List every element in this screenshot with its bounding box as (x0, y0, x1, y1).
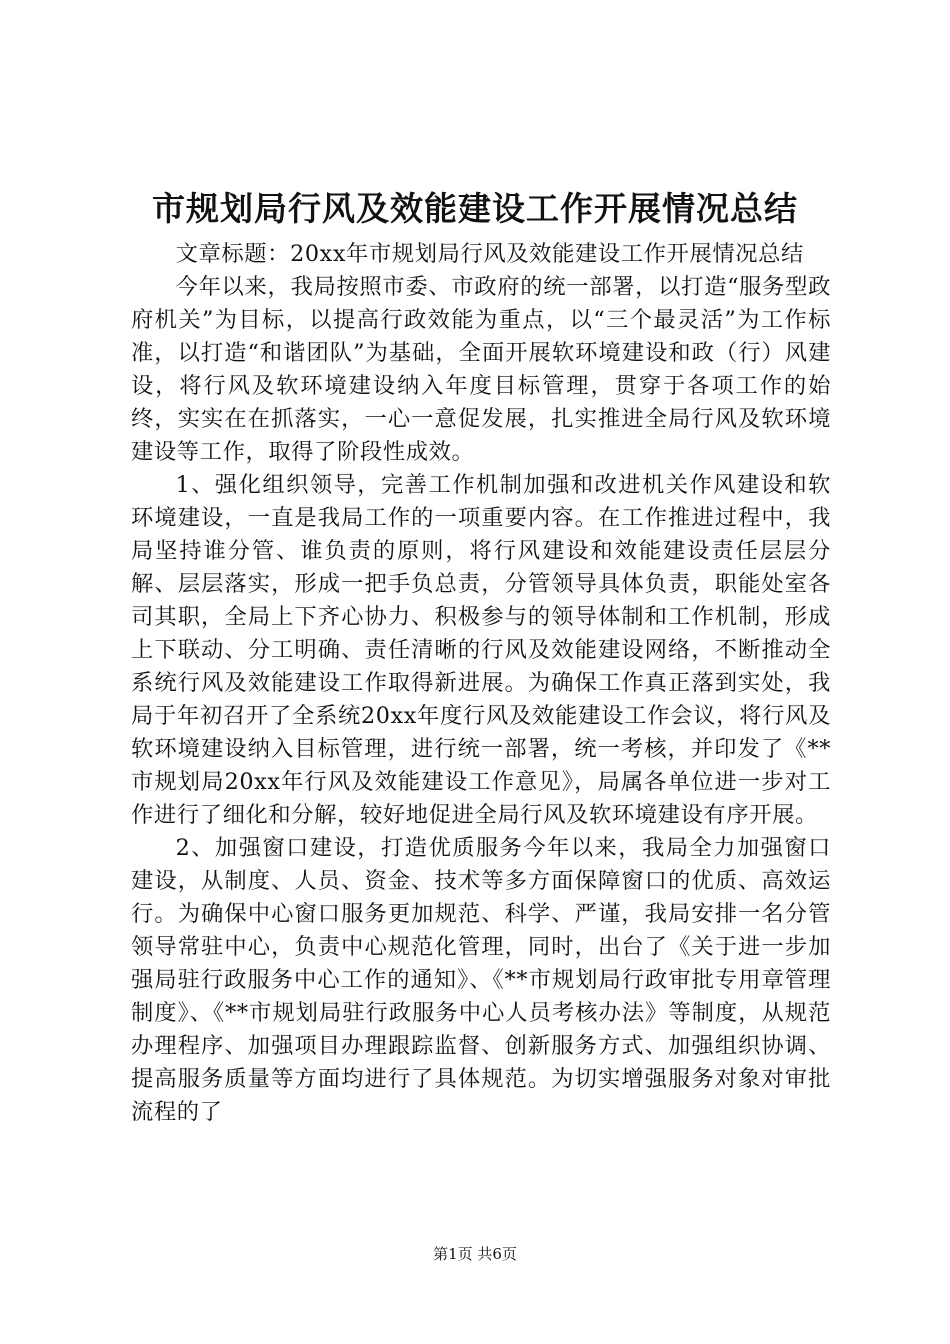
intro-paragraph: 今年以来，我局按照市委、市政府的统一部署，以打造“服务型政府机关”为目标，以提高行政效能为重点，以“三个最灵活”为工作标准，以打造“和谐团队”为基础，全面开展软环境建设和政（行）风建设，将行风及软环境建设纳入年度目标管理，贯穿于各项工作的始终，实实在在抓落实，一心一意促发展，扎实推进全局行风及软环境建设等工作，取得了阶段性成效。 (131, 274, 831, 465)
article-title-paragraph: 文章标题：20xx年市规划局行风及效能建设工作开展情况总结 (175, 241, 804, 267)
page-footer: 第1页 共6页 (433, 1245, 517, 1263)
section-2-paragraph: 2、加强窗口建设，打造优质服务今年以来，我局全力加强窗口建设，从制度、人员、资金、技术等多方面保障窗口的优质、高效运行。为确保中心窗口服务更加规范、科学、严谨，我局安排一名分管领导常驻中心，负责中心规范化管理，同时，出台了《关于进一步加强局驻行政服务中心工作的通知》、《**市规划局行政审批专用章管理制度》、《**市规划局驻行政服务中心人员考核办法》等制度，从规范办理程序、加强项目办理跟踪监督、创新服务方式、加强组织协调、提高服务质量等方面均进行了具体规范。为切实增强服务对象对审批流程的了 (131, 835, 831, 1125)
section-1-paragraph: 1、强化组织领导，完善工作机制加强和改进机关作风建设和软环境建设，一直是我局工作的一项重要内容。在工作推进过程中，我局坚持谁分管、谁负责的原则，将行风建设和效能建设责任层层分解、层层落实，形成一把手负总责，分管领导具体负责，职能处室各司其职，全局上下齐心协力、积极参与的领导体制和工作机制，形成上下联动、分工明确、责任清晰的行风及效能建设网络，不断推动全系统行风及效能建设工作取得新进展。为确保工作真正落到实处，我局于年初召开了全系统20xx年度行风及效能建设工作会议，将行风及软环境建设纳入目标管理，进行统一部署，统一考核，并印发了《**市规划局20xx年行风及效能建设工作意见》，局属各单位进一步对工作进行了细化和分解，较好地促进全局行风及软环境建设有序开展。 (131, 472, 831, 828)
document-body (131, 238, 831, 1129)
document-title: 市规划局行风及效能建设工作开展情况总结 (152, 189, 798, 228)
